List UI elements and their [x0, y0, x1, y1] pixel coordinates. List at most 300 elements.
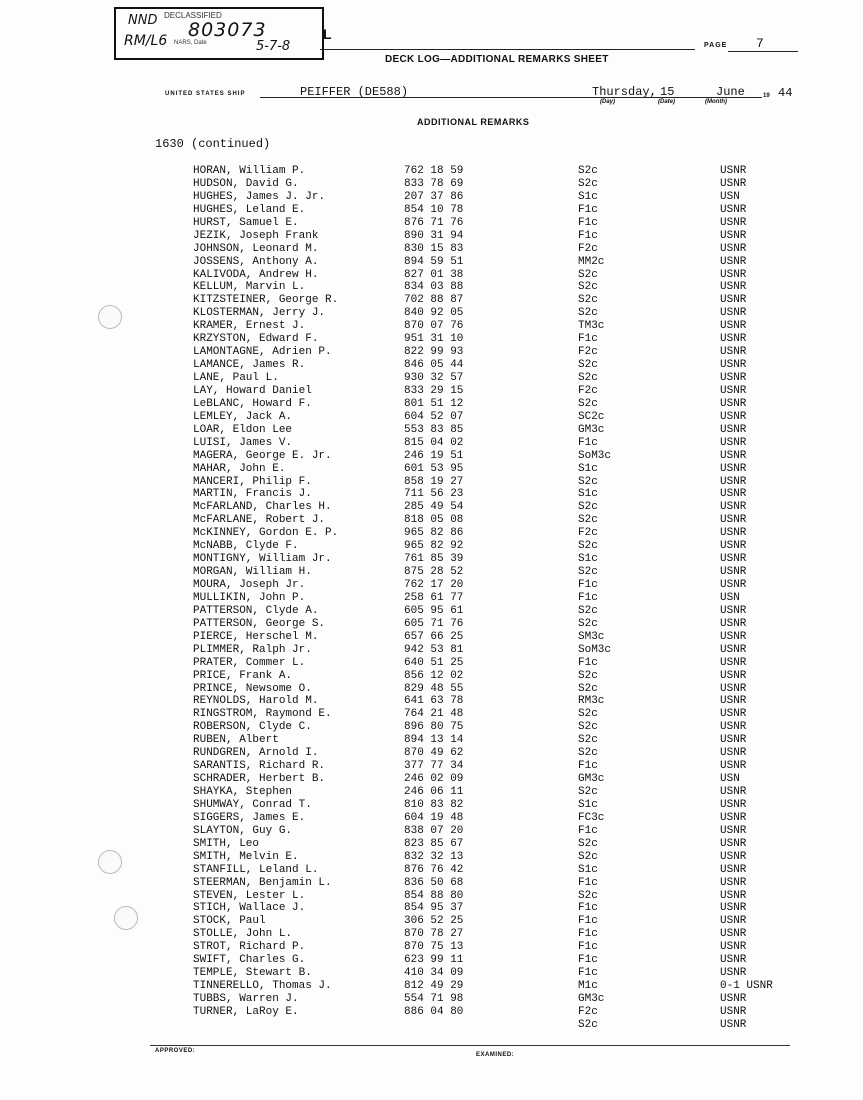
log-date: 15	[660, 85, 675, 99]
service-branch: USNR	[720, 165, 747, 177]
crew-entry-row	[0, 514, 863, 527]
service-number: 623 99 11	[404, 954, 464, 967]
crew-entry-row	[0, 243, 863, 256]
year-suffix: 44	[778, 86, 793, 100]
crew-entry-row	[0, 1006, 863, 1019]
stamp-handwritten-line2: RM/L6	[124, 33, 168, 49]
crew-entry-row	[0, 307, 863, 320]
service-number: 640 51 25	[404, 656, 464, 669]
crew-entry-row	[0, 786, 863, 799]
crew-entry-row	[0, 760, 863, 773]
rating: S2c	[578, 372, 598, 384]
crew-entry-row	[0, 476, 863, 489]
log-time: 1630 (continued)	[155, 137, 271, 151]
rating: S2c	[578, 294, 598, 307]
crew-entry-row	[0, 773, 863, 786]
rating: SC2c	[578, 410, 605, 423]
service-number: 258 61 77	[404, 591, 464, 604]
service-number: 890 31 94	[404, 229, 464, 242]
crew-name: KLOSTERMAN, Jerry J.	[193, 307, 326, 320]
rating: S2c	[578, 281, 598, 294]
crew-name: SCHRADER, Herbert B.	[193, 773, 326, 786]
service-number: 761 85 39	[404, 553, 464, 566]
service-number: 870 78 27	[404, 928, 464, 941]
service-branch: USNR	[720, 993, 747, 1005]
rating: F1c	[578, 333, 598, 346]
crew-name: KITZSTEINER, George R.	[193, 294, 339, 307]
service-branch: USNR	[720, 372, 747, 384]
crew-entry-row	[0, 437, 863, 450]
service-number: 876 76 42	[404, 863, 464, 876]
crew-name: SMITH, Melvin E.	[193, 850, 299, 863]
crew-name: SWIFT, Charles G.	[193, 954, 306, 967]
service-branch: USNR	[720, 1018, 747, 1031]
crew-entry-row	[0, 424, 863, 437]
rating: F1c	[578, 579, 598, 591]
crew-name: SIGGERS, James E.	[193, 811, 306, 824]
rating: F2c	[578, 242, 598, 255]
service-branch: USNR	[720, 346, 747, 359]
rating: F1c	[578, 591, 598, 604]
service-branch: USNR	[720, 798, 747, 811]
service-branch: USNR	[720, 527, 747, 540]
service-branch: USNR	[720, 397, 747, 410]
rating: F1c	[578, 941, 598, 954]
service-number: 834 03 88	[404, 281, 464, 294]
service-number: 605 71 76	[404, 617, 464, 630]
service-branch: USN	[720, 190, 740, 203]
rating: S2c	[578, 540, 598, 553]
crew-entry-row	[0, 165, 863, 178]
crew-entry-row	[0, 372, 863, 385]
crew-name: SMITH, Leo	[193, 837, 260, 850]
rating: S2c	[578, 359, 598, 372]
rating: S2c	[578, 514, 598, 527]
service-number: 810 83 82	[404, 798, 464, 811]
partial-title-letter: L	[323, 26, 332, 42]
service-branch: USNR	[720, 941, 747, 954]
crew-name: REYNOLDS, Harold M.	[193, 695, 319, 708]
crew-entry-row	[0, 178, 863, 191]
crew-entry-row	[0, 657, 863, 670]
crew-name: MONTIGNY, William Jr.	[193, 553, 332, 566]
rating: RM3c	[578, 695, 605, 708]
crew-entry-row	[0, 269, 863, 282]
crew-entry-row	[0, 631, 863, 644]
service-branch: USNR	[720, 760, 747, 773]
crew-name: STROT, Richard P.	[193, 941, 306, 954]
service-branch: USNR	[720, 423, 747, 436]
crew-name: LAMONTAGNE, Adrien P.	[193, 346, 332, 359]
service-branch: USNR	[720, 630, 747, 643]
crew-entry-row	[0, 695, 863, 708]
rating: S2c	[578, 1018, 598, 1031]
crew-entry-row	[0, 488, 863, 501]
crew-name: STANFILL, Leland L.	[193, 863, 319, 876]
rating: S2c	[578, 889, 598, 902]
crew-entry-row	[0, 993, 863, 1006]
crew-name: HURST, Samuel E.	[193, 216, 299, 229]
rating: S1c	[578, 798, 598, 811]
rating: F1c	[578, 203, 598, 216]
service-branch: USNR	[720, 734, 747, 747]
service-number: 812 49 29	[404, 980, 464, 993]
service-number: 829 48 55	[404, 682, 464, 695]
rating: F1c	[578, 656, 598, 669]
rating: S2c	[578, 837, 598, 850]
service-number: 553 83 85	[404, 423, 464, 436]
service-branch: USNR	[720, 747, 747, 760]
crew-name: SLAYTON, Guy G.	[193, 824, 293, 837]
crew-name: PRINCE, Newsome O.	[193, 682, 312, 695]
crew-entry-row	[0, 398, 863, 411]
crew-entry-row	[0, 256, 863, 269]
crew-name: TEMPLE, Stewart B.	[193, 967, 312, 980]
crew-entry-row	[0, 501, 863, 514]
crew-entry-row	[0, 941, 863, 954]
approved-label: APPROVED:	[155, 1048, 196, 1054]
ship-label: UNITED STATES SHIP	[165, 91, 246, 97]
crew-name: PRICE, Frank A.	[193, 669, 293, 682]
caption-date: (Date)	[658, 99, 676, 105]
page-number-rule	[728, 51, 798, 52]
service-branch: USNR	[720, 566, 747, 579]
crew-entry-row	[0, 553, 863, 566]
rating: S2c	[578, 747, 598, 760]
service-branch: USNR	[720, 708, 747, 721]
punch-hole-bottom	[114, 906, 138, 930]
crew-name: KRZYSTON, Edward F.	[193, 333, 319, 346]
service-number: 762 18 59	[404, 165, 464, 177]
crew-name: STOCK, Paul	[193, 915, 266, 928]
rating: S2c	[578, 850, 598, 863]
crew-name: ROBERSON, Clyde C.	[193, 721, 312, 734]
service-branch: USNR	[720, 242, 747, 255]
crew-name: MORGAN, William H.	[193, 566, 312, 579]
service-number: 762 17 20	[404, 579, 464, 591]
service-branch: USNR	[720, 837, 747, 850]
service-number: 815 04 02	[404, 436, 464, 449]
crew-entry-row	[0, 721, 863, 734]
crew-name: HUGHES, Leland E.	[193, 203, 306, 216]
service-branch: USNR	[720, 604, 747, 617]
service-number: 833 78 69	[404, 177, 464, 190]
service-branch: USNR	[720, 462, 747, 475]
service-number: 838 07 20	[404, 824, 464, 837]
crew-name: MAGERA, George E. Jr.	[193, 449, 332, 462]
crew-name: KELLUM, Marvin L.	[193, 281, 306, 294]
crew-entry-row	[0, 864, 863, 877]
crew-name: MAHAR, John E.	[193, 462, 286, 475]
crew-name: McFARLANE, Robert J.	[193, 514, 326, 527]
crew-entry-row	[0, 1019, 863, 1032]
rating: F1c	[578, 824, 598, 837]
stamp-handwritten-line1: NND	[128, 13, 158, 28]
crew-entry-row	[0, 230, 863, 243]
crew-name: McFARLAND, Charles H.	[193, 501, 332, 514]
service-branch: USNR	[720, 449, 747, 462]
service-branch: USNR	[720, 307, 747, 320]
crew-name: MOURA, Joseph Jr.	[193, 579, 306, 591]
crew-name: RUBEN, Albert	[193, 734, 279, 747]
service-number: 840 92 05	[404, 307, 464, 320]
punch-hole-top	[98, 305, 122, 329]
rating: FC3c	[578, 811, 605, 824]
crew-entry-row	[0, 566, 863, 579]
rating: S2c	[578, 268, 598, 281]
service-branch: USNR	[720, 333, 747, 346]
service-branch: USNR	[720, 229, 747, 242]
service-number: 951 31 10	[404, 333, 464, 346]
crew-name: MANCERI, Philip F.	[193, 475, 312, 488]
service-number: 604 52 07	[404, 410, 464, 423]
service-number: 965 82 86	[404, 527, 464, 540]
footer-rule	[150, 1045, 790, 1046]
service-number: 605 95 61	[404, 604, 464, 617]
service-branch: USNR	[720, 475, 747, 488]
crew-entry-row	[0, 812, 863, 825]
service-branch: USNR	[720, 643, 747, 656]
service-number: 965 82 92	[404, 540, 464, 553]
caption-day: (Day)	[600, 99, 616, 105]
crew-name: LOAR, Eldon Lee	[193, 423, 293, 436]
service-branch: USNR	[720, 203, 747, 216]
service-number: 823 85 67	[404, 837, 464, 850]
crew-entry-row	[0, 928, 863, 941]
service-branch: USNR	[720, 617, 747, 630]
rating: F1c	[578, 928, 598, 941]
rating: S2c	[578, 682, 598, 695]
service-branch: USNR	[720, 889, 747, 902]
rating: F1c	[578, 229, 598, 242]
service-number: 833 29 15	[404, 384, 464, 397]
rating: SoM3c	[578, 643, 612, 656]
crew-entry-row	[0, 346, 863, 359]
rating: TM3c	[578, 320, 605, 333]
stamp-nars-label: NARS, Date	[174, 40, 207, 46]
rating: F1c	[578, 216, 598, 229]
service-number: 854 88 80	[404, 889, 464, 902]
service-branch: USNR	[720, 553, 747, 566]
crew-list	[0, 165, 863, 1032]
crew-entry-row	[0, 670, 863, 683]
form-title: DECK LOG—ADDITIONAL REMARKS SHEET	[385, 54, 609, 65]
service-branch: USNR	[720, 915, 747, 928]
crew-name: STEVEN, Lester L.	[193, 889, 306, 902]
service-number: 306 52 25	[404, 915, 464, 928]
service-branch: USN	[720, 773, 740, 786]
year-prefix: 19	[763, 93, 770, 99]
crew-entry-row	[0, 980, 863, 993]
examined-label: EXAMINED:	[476, 1052, 515, 1058]
crew-entry-row	[0, 825, 863, 838]
crew-name: HUGHES, James J. Jr.	[193, 190, 326, 203]
service-number: 870 07 76	[404, 320, 464, 333]
service-number: 702 88 87	[404, 294, 464, 307]
crew-name: STEERMAN, Benjamin L.	[193, 876, 332, 889]
stamp-declassified-label: DECLASSIFIED	[164, 11, 222, 20]
crew-entry-row	[0, 851, 863, 864]
crew-entry-row	[0, 527, 863, 540]
rating: S2c	[578, 165, 598, 177]
service-number: 554 71 98	[404, 993, 464, 1005]
service-number: 854 10 78	[404, 203, 464, 216]
service-branch: USN	[720, 591, 740, 604]
service-branch: USNR	[720, 359, 747, 372]
service-number: 246 06 11	[404, 786, 464, 798]
crew-entry-row	[0, 592, 863, 605]
crew-entry-row	[0, 708, 863, 721]
stamp-date: 5-7-8	[256, 39, 291, 54]
crew-entry-row	[0, 877, 863, 890]
service-number: 875 28 52	[404, 566, 464, 579]
service-number: 870 75 13	[404, 941, 464, 954]
crew-name: TURNER, LaRoy E.	[193, 1005, 299, 1018]
rating: S1c	[578, 863, 598, 876]
service-number: 832 32 13	[404, 850, 464, 863]
crew-name: JOSSENS, Anthony A.	[193, 255, 319, 268]
service-branch: 0-1 USNR	[720, 980, 773, 993]
rating: F1c	[578, 760, 598, 773]
rating: F1c	[578, 876, 598, 889]
crew-entry-row	[0, 411, 863, 424]
service-branch: USNR	[720, 850, 747, 863]
crew-name: LEMLEY, Jack A.	[193, 410, 293, 423]
crew-entry-row	[0, 579, 863, 592]
ship-rule	[260, 97, 590, 98]
crew-entry-row	[0, 890, 863, 903]
crew-name: TUBBS, Warren J.	[193, 993, 299, 1005]
service-branch: USNR	[720, 579, 747, 591]
rating: F1c	[578, 915, 598, 928]
service-branch: USNR	[720, 669, 747, 682]
service-number: 930 32 57	[404, 372, 464, 384]
service-branch: USNR	[720, 501, 747, 514]
rating: MM2c	[578, 255, 605, 268]
rating: S2c	[578, 177, 598, 190]
page-label: PAGE	[704, 42, 728, 49]
rating: F1c	[578, 436, 598, 449]
service-branch: USNR	[720, 682, 747, 695]
rating: F1c	[578, 967, 598, 980]
service-branch: USNR	[720, 268, 747, 281]
service-number: 858 19 27	[404, 475, 464, 488]
crew-entry-row	[0, 644, 863, 657]
crew-name: LAMANCE, James R.	[193, 359, 306, 372]
crew-name: SHUMWAY, Conrad T.	[193, 798, 312, 811]
service-number: 822 99 93	[404, 346, 464, 359]
service-branch: USNR	[720, 695, 747, 708]
rating: F1c	[578, 954, 598, 967]
crew-name: RUNDGREN, Arnold I.	[193, 747, 319, 760]
service-number: 894 59 51	[404, 255, 464, 268]
service-branch: USNR	[720, 902, 747, 915]
service-branch: USNR	[720, 954, 747, 967]
page-number: 7	[756, 36, 764, 51]
service-branch: USNR	[720, 384, 747, 397]
service-number: 830 15 83	[404, 242, 464, 255]
service-branch: USNR	[720, 281, 747, 294]
service-number: 870 49 62	[404, 747, 464, 760]
crew-entry-row	[0, 618, 863, 631]
service-branch: USNR	[720, 488, 747, 501]
crew-name: PIERCE, Herschel M.	[193, 630, 319, 643]
crew-name: SHAYKA, Stephen	[193, 786, 293, 798]
rating: GM3c	[578, 423, 605, 436]
crew-name: PATTERSON, Clyde A.	[193, 604, 319, 617]
service-number: 246 02 09	[404, 773, 464, 786]
service-branch: USNR	[720, 863, 747, 876]
service-branch: USNR	[720, 786, 747, 798]
service-number: 886 04 80	[404, 1005, 464, 1018]
service-number: 818 05 08	[404, 514, 464, 527]
rating: S1c	[578, 462, 598, 475]
service-number: 856 12 02	[404, 669, 464, 682]
service-number: 894 13 14	[404, 734, 464, 747]
service-branch: USNR	[720, 294, 747, 307]
service-branch: USNR	[720, 540, 747, 553]
log-day: Thursday,	[592, 85, 657, 99]
service-number: 711 56 23	[404, 488, 464, 501]
service-number: 377 77 34	[404, 760, 464, 773]
crew-entry-row	[0, 294, 863, 307]
service-number: 854 95 37	[404, 902, 464, 915]
rating: S1c	[578, 190, 598, 203]
service-branch: USNR	[720, 1005, 747, 1018]
crew-entry-row	[0, 540, 863, 553]
crew-name: LUISI, James V.	[193, 436, 293, 449]
rating: F2c	[578, 346, 598, 359]
crew-name: STICH, Wallace J.	[193, 902, 306, 915]
service-number: 657 66 25	[404, 630, 464, 643]
crew-name: LANE, Paul L.	[193, 372, 279, 384]
crew-entry-row	[0, 838, 863, 851]
service-branch: USNR	[720, 255, 747, 268]
crew-entry-row	[0, 191, 863, 204]
rating: M1c	[578, 980, 598, 993]
crew-entry-row	[0, 605, 863, 618]
service-branch: USNR	[720, 811, 747, 824]
crew-entry-row	[0, 954, 863, 967]
crew-entry-row	[0, 333, 863, 346]
service-number: 801 51 12	[404, 397, 464, 410]
rating: S2c	[578, 501, 598, 514]
crew-name: JOHNSON, Leonard M.	[193, 242, 319, 255]
crew-name: McNABB, Clyde F.	[193, 540, 299, 553]
crew-entry-row	[0, 385, 863, 398]
rating: F2c	[578, 527, 598, 540]
service-branch: USNR	[720, 177, 747, 190]
rating: S1c	[578, 488, 598, 501]
service-number: 764 21 48	[404, 708, 464, 721]
service-branch: USNR	[720, 410, 747, 423]
rating: S2c	[578, 669, 598, 682]
stamp-authority-number: 803073	[188, 19, 267, 41]
declassification-stamp	[114, 7, 324, 60]
crew-name: RINGSTROM, Raymond E.	[193, 708, 332, 721]
crew-name: PATTERSON, George S.	[193, 617, 326, 630]
crew-entry-row	[0, 683, 863, 696]
crew-name: KRAMER, Ernest J.	[193, 320, 306, 333]
crew-name: LeBLANC, Howard F.	[193, 397, 312, 410]
service-branch: USNR	[720, 876, 747, 889]
rating: GM3c	[578, 993, 605, 1005]
crew-name: TINNERELLO, Thomas J.	[193, 980, 332, 993]
rating: F2c	[578, 1005, 598, 1018]
service-number: 836 50 68	[404, 876, 464, 889]
crew-name: HUDSON, David G.	[193, 177, 299, 190]
ship-name: PEIFFER (DE588)	[300, 85, 409, 99]
